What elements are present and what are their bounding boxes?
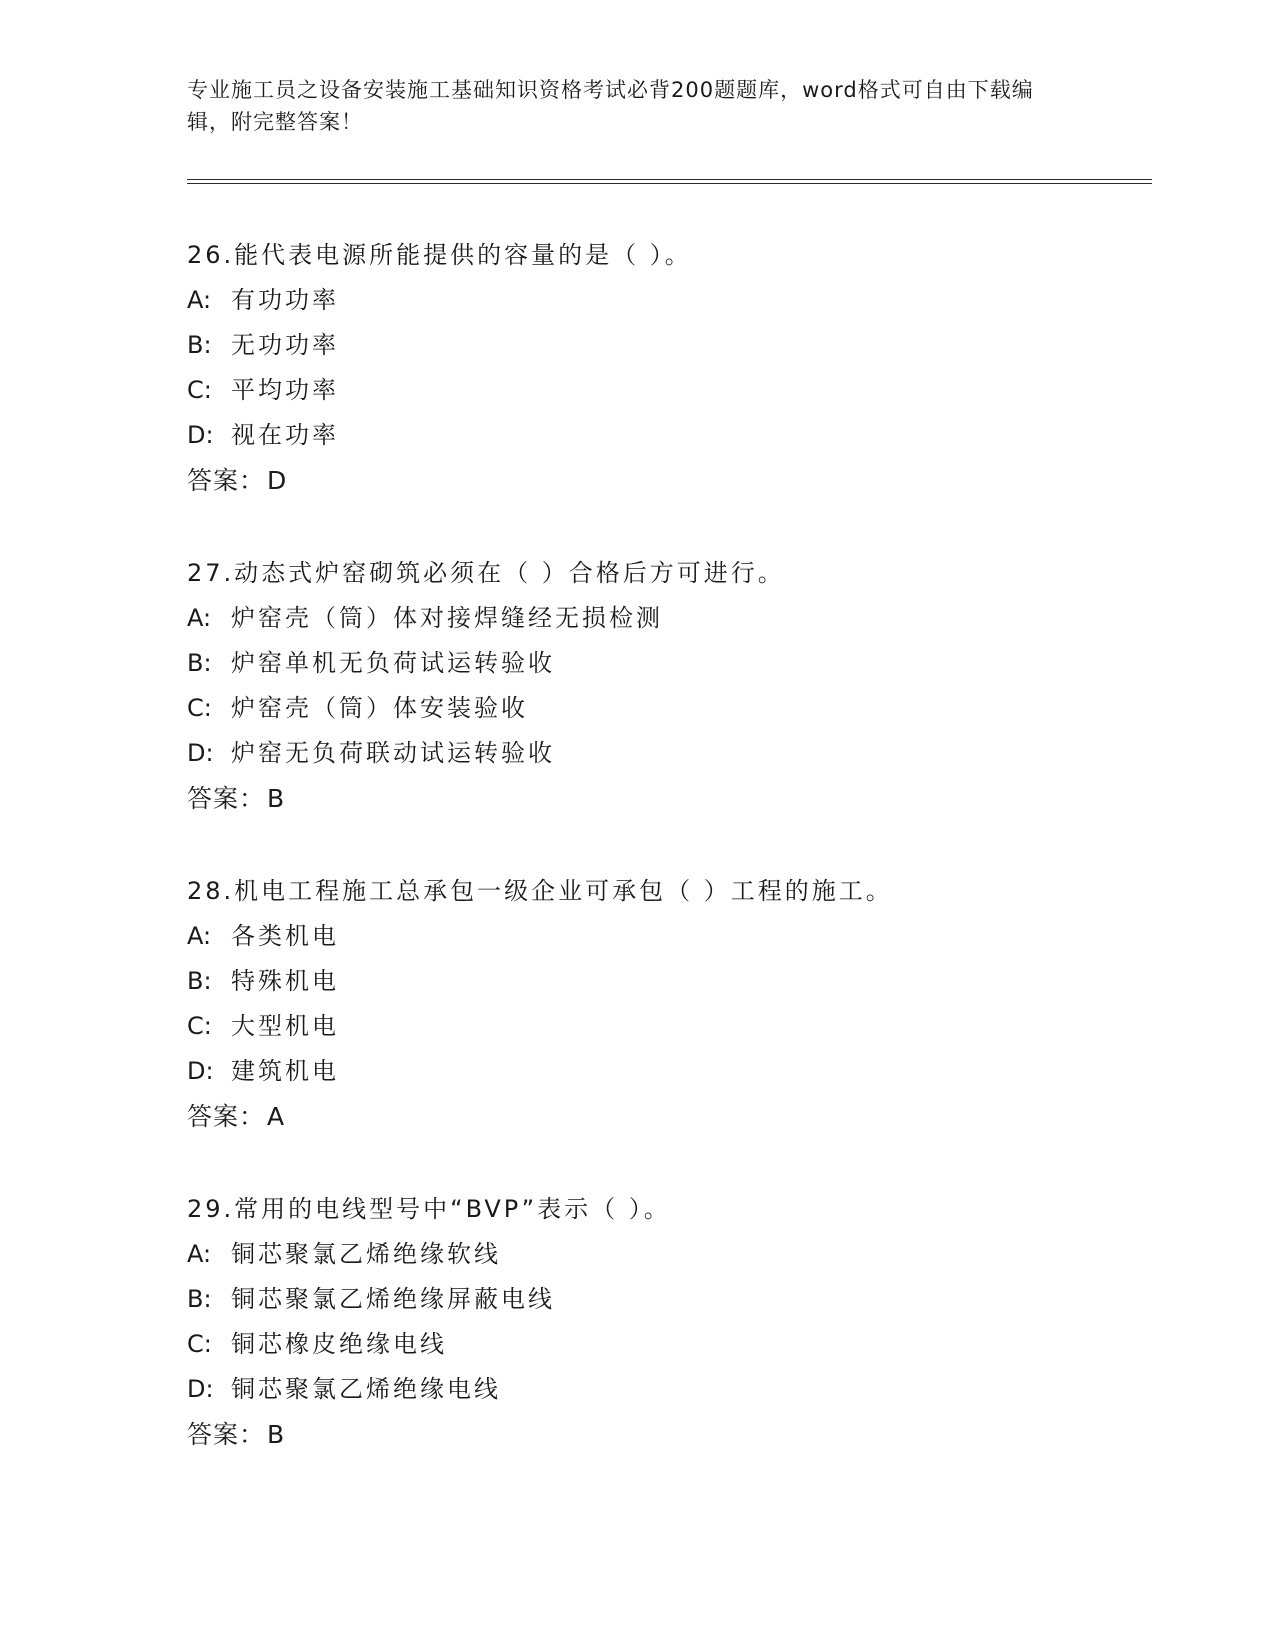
document-page xyxy=(187,0,1152,1650)
option-key: B: xyxy=(187,967,212,995)
answer-value: D xyxy=(267,466,288,495)
option-text: 铜芯聚氯乙烯绝缘软线 xyxy=(231,1240,501,1268)
option-b xyxy=(187,959,1152,1004)
option-text: 各类机电 xyxy=(231,922,339,950)
option-key: B: xyxy=(187,1285,212,1313)
answer-label: 答案： xyxy=(187,784,266,813)
option-d xyxy=(187,1367,1152,1412)
question-27 xyxy=(187,551,1152,821)
question-text: 能代表电源所能提供的容量的是（ ）。 xyxy=(234,241,692,269)
question-text: 常用的电线型号中“BVP”表示（ ）。 xyxy=(234,1195,671,1223)
answer-value: A xyxy=(267,1102,286,1131)
answer-value: B xyxy=(267,1420,286,1449)
question-number: 26. xyxy=(187,241,235,269)
question-stem xyxy=(187,233,1152,278)
option-key: A: xyxy=(187,1240,212,1268)
option-key: D: xyxy=(187,421,214,449)
option-a xyxy=(187,1232,1152,1277)
option-text: 铜芯聚氯乙烯绝缘电线 xyxy=(231,1375,501,1403)
option-key: D: xyxy=(187,739,214,767)
answer-label: 答案： xyxy=(187,1420,266,1449)
answer-line xyxy=(187,1094,1152,1139)
option-text: 炉窑无负荷联动试运转验收 xyxy=(231,739,555,767)
option-text: 建筑机电 xyxy=(231,1057,339,1085)
option-text: 铜芯聚氯乙烯绝缘屏蔽电线 xyxy=(231,1285,555,1313)
question-number: 28. xyxy=(187,877,235,905)
question-text: 动态式炉窑砌筑必须在（ ）合格后方可进行。 xyxy=(234,559,785,587)
option-text: 炉窑单机无负荷试运转验收 xyxy=(231,649,555,677)
question-26 xyxy=(187,233,1152,503)
option-key: C: xyxy=(187,376,212,404)
option-d xyxy=(187,731,1152,776)
question-number: 27. xyxy=(187,559,235,587)
option-b xyxy=(187,1277,1152,1322)
option-key: C: xyxy=(187,1012,212,1040)
option-text: 特殊机电 xyxy=(231,967,339,995)
option-text: 平均功率 xyxy=(231,376,339,404)
answer-label: 答案： xyxy=(187,1102,266,1131)
option-key: A: xyxy=(187,922,212,950)
option-key: D: xyxy=(187,1057,214,1085)
header-divider-top xyxy=(187,179,1152,180)
option-key: C: xyxy=(187,1330,212,1358)
option-text: 炉窑壳（筒）体安装验收 xyxy=(231,694,528,722)
question-stem xyxy=(187,869,1152,914)
option-b xyxy=(187,323,1152,368)
option-key: B: xyxy=(187,649,212,677)
option-key: A: xyxy=(187,604,212,632)
option-a xyxy=(187,914,1152,959)
question-number: 29. xyxy=(187,1195,235,1223)
question-text: 机电工程施工总承包一级企业可承包（ ）工程的施工。 xyxy=(234,877,893,905)
question-stem xyxy=(187,551,1152,596)
answer-line xyxy=(187,1412,1152,1457)
question-29 xyxy=(187,1187,1152,1457)
option-text: 无功功率 xyxy=(231,331,339,359)
option-c xyxy=(187,686,1152,731)
option-d xyxy=(187,413,1152,458)
answer-line xyxy=(187,776,1152,821)
option-b xyxy=(187,641,1152,686)
answer-value: B xyxy=(267,784,286,813)
option-c xyxy=(187,1322,1152,1367)
header-divider-bottom xyxy=(187,183,1152,184)
answer-label: 答案： xyxy=(187,466,266,495)
question-stem xyxy=(187,1187,1152,1232)
option-a xyxy=(187,596,1152,641)
option-text: 铜芯橡皮绝缘电线 xyxy=(231,1330,447,1358)
option-d xyxy=(187,1049,1152,1094)
answer-line xyxy=(187,458,1152,503)
option-text: 大型机电 xyxy=(231,1012,339,1040)
option-c xyxy=(187,368,1152,413)
option-key: C: xyxy=(187,694,212,722)
option-c xyxy=(187,1004,1152,1049)
option-key: A: xyxy=(187,286,212,314)
option-key: B: xyxy=(187,331,212,359)
option-text: 有功功率 xyxy=(231,286,339,314)
option-key: D: xyxy=(187,1375,214,1403)
option-text: 视在功率 xyxy=(231,421,339,449)
option-a xyxy=(187,278,1152,323)
question-28 xyxy=(187,869,1152,1139)
option-text: 炉窑壳（筒）体对接焊缝经无损检测 xyxy=(231,604,663,632)
document-header: 专业施工员之设备安装施工基础知识资格考试必背200题题库，word格式可自由下载编辑，附完整答案！ xyxy=(187,78,1034,134)
